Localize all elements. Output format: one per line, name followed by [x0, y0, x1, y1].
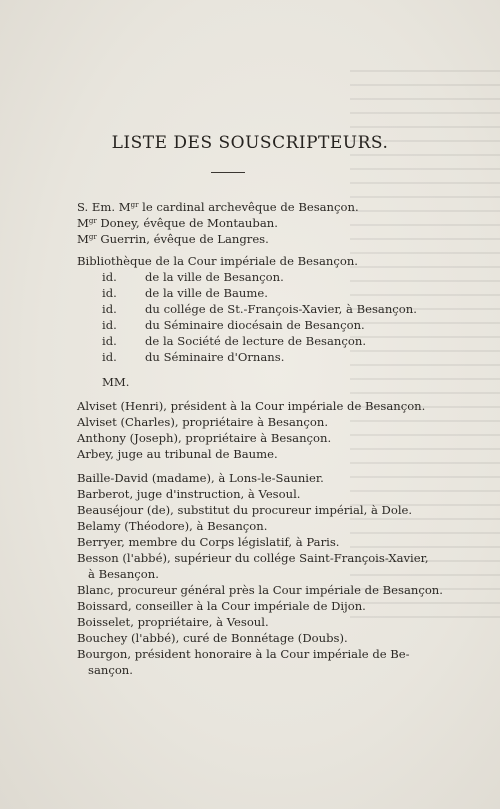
dignitary-prefix: M — [77, 216, 89, 230]
subscriber-line: Alviset (Henri), président à la Cour impériale de Besançon. — [77, 399, 426, 413]
ditto-mark: id. — [102, 334, 117, 348]
dignitary-sup: gr — [88, 233, 97, 241]
subscriber-line: Anthony (Joseph), propriétaire à Besançon. — [77, 431, 332, 445]
subscriber-line: Alviset (Charles), propriétaire à Besançon. — [77, 415, 328, 429]
library-line: du collége de St.-François-Xavier, à Besançon. — [145, 302, 417, 316]
library-line: de la Société de lecture de Besançon. — [145, 334, 367, 348]
subscriber-line: Boisselet, propriétaire, à Vesoul. — [77, 615, 269, 629]
dignitary-line — [77, 229, 269, 247]
subscriber-line: Belamy (Théodore), à Besançon. — [77, 519, 268, 533]
subscriber-line: Barberot, juge d'instruction, à Vesoul. — [77, 487, 301, 501]
library-line: de la ville de Baume. — [145, 286, 268, 300]
dignitary-prefix: M — [77, 232, 89, 246]
library-line: du Séminaire d'Ornans. — [145, 350, 285, 364]
dignitary-prefix: S. Em. M — [77, 200, 131, 214]
subscriber-line: Arbey, juge au tribunal de Baume. — [77, 447, 278, 461]
page-title: LISTE DES SOUSCRIPTEURS. — [111, 133, 389, 153]
ditto-mark: id. — [102, 286, 117, 300]
subscriber-line: Beauséjour (de), substitut du procureur impérial, à Dole. — [77, 503, 413, 517]
subscriber-line: Baille-David (madame), à Lons-le-Saunier. — [77, 471, 324, 485]
dignitary-sup: gr — [130, 201, 139, 209]
dignitary-sup: gr — [88, 217, 97, 225]
section-heading-mm: MM. — [102, 375, 130, 389]
ditto-mark: id. — [102, 318, 117, 332]
title-rule — [211, 172, 245, 173]
subscriber-line: Besson (l'abbé), supérieur du collége Saint-François-Xavier, — [77, 551, 429, 565]
subscriber-line: Bouchey (l'abbé), curé de Bonnétage (Doubs). — [77, 631, 348, 645]
library-line: de la ville de Besançon. — [145, 270, 284, 284]
subscriber-continuation: à Besançon. — [88, 567, 159, 581]
subscriber-line: Blanc, procureur général près la Cour impériale de Besançon. — [77, 583, 443, 597]
subscriber-line: Berryer, membre du Corps législatif, à Paris. — [77, 535, 340, 549]
dignitary-text: Doney, évêque de Montauban. — [96, 216, 278, 230]
bleed-through-shadow — [350, 70, 500, 630]
ditto-mark: id. — [102, 270, 117, 284]
dignitary-text: le cardinal archevêque de Besançon. — [138, 200, 359, 214]
subscriber-line: Boissard, conseiller à la Cour impériale de Dijon. — [77, 599, 366, 613]
dignitary-text: Guerrin, évêque de Langres. — [96, 232, 269, 246]
ditto-mark: id. — [102, 302, 117, 316]
library-line: du Séminaire diocésain de Besançon. — [145, 318, 365, 332]
subscriber-line: Bourgon, président honoraire à la Cour impériale de Be- — [77, 647, 410, 661]
library-line: Bibliothèque de la Cour impériale de Besançon. — [77, 254, 358, 268]
subscriber-continuation: sançon. — [88, 663, 133, 677]
ditto-mark: id. — [102, 350, 117, 364]
